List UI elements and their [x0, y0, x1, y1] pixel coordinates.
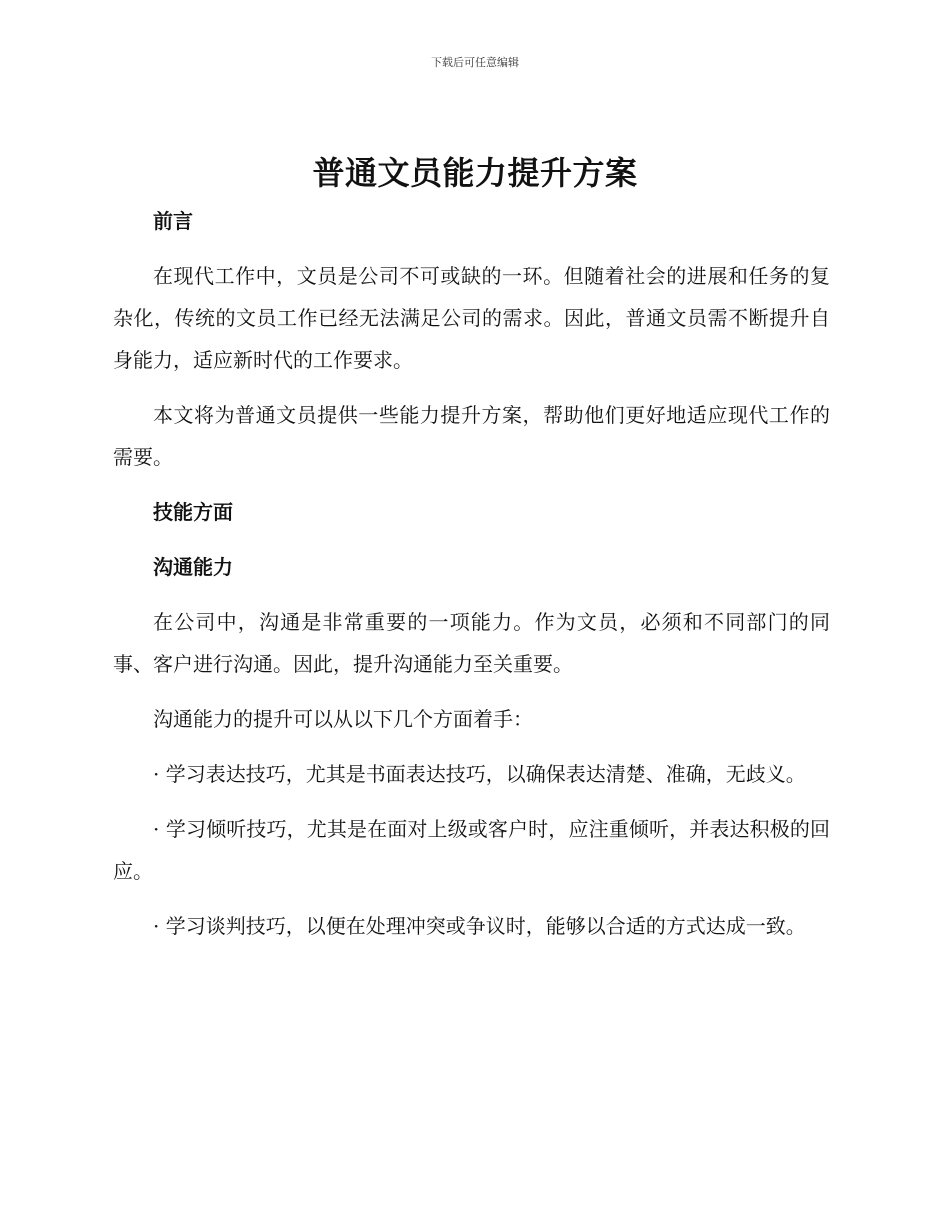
section-heading-preface: 前言 — [153, 209, 193, 233]
bullet-item-2: · 学习倾听技巧，尤其是在面对上级或客户时，应注重倾听，并表达积极的回应。 — [113, 817, 830, 883]
bullet-item-1: · 学习表达技巧，尤其是书面表达技巧，以确保表达清楚、准确，无歧义。 — [153, 762, 806, 786]
bullet-item-3: · 学习谈判技巧，以便在处理冲突或争议时，能够以合适的方式达成一致。 — [153, 914, 806, 938]
paragraph-preface-2: 本文将为普通文员提供一些能力提升方案，帮助他们更好地适应现代工作的需要。 — [113, 403, 830, 469]
paragraph-communication-2: 沟通能力的提升可以从以下几个方面着手： — [153, 707, 533, 731]
section-heading-skills: 技能方面 — [153, 500, 233, 524]
paragraph-preface-1: 在现代工作中，文员是公司不可或缺的一环。但随着社会的进展和任务的复杂化，传统的文员工作已经无法满足公司的需求。因此，普通文员需不断提升自身能力，适应新时代的工作要求。 — [113, 264, 830, 372]
subsection-heading-communication: 沟通能力 — [153, 555, 233, 579]
header-note: 下载后可任意编辑 — [431, 56, 519, 69]
document-title: 普通文员能力提升方案 — [312, 154, 638, 192]
document-body — [113, 200, 830, 960]
paragraph-communication-1: 在公司中，沟通是非常重要的一项能力。作为文员，必须和不同部门的同事、客户进行沟通。因此，提升沟通能力至关重要。 — [113, 610, 830, 676]
